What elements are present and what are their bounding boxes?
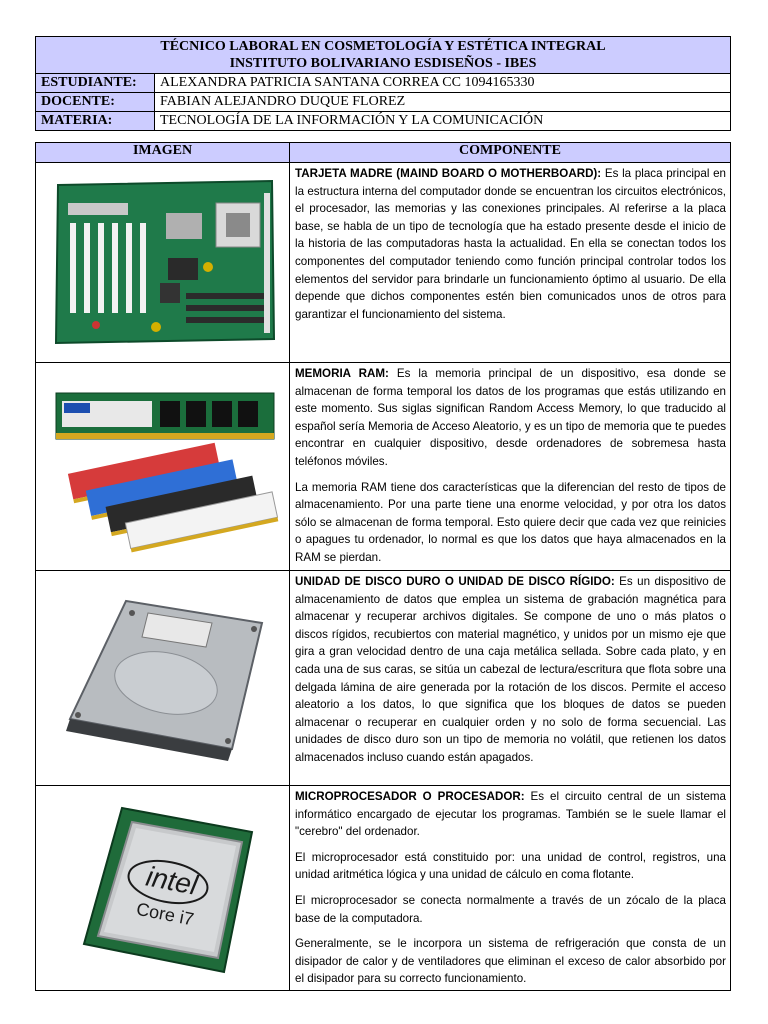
component-text: Generalmente, se le incorpora un sistema de refrigeración que consta de un disipador de calor y de ventiladores que eliminan el exceso de calor absorbido por el disipador para su correcto funcionamiento. xyxy=(295,937,726,986)
component-text: Es un dispositivo de almacenamiento de datos que emplea un sistema de grabación magnética para almacenar y recuperar archivos digitales. Se compone de uno o más platos o discos rígidos, recubiertos con material magnético, y unidos por un mismo eje que gira a gran velocidad dentro de una caja metálica sellada. Sobre cada plato, y en cada una de sus caras, se sitúa un cabezal de lectura/escritura que flota sobre una delgada lámina de aire generada por la rotación de los discos. Permite el acceso aleatorio a los datos, lo que significa que los bloques de datos se pueden almacenar o recuperar en cualquier orden y no solo de forma secuencial. Las unidades de disco duro son un tipo de memoria no volátil, que retienen los datos almacenados incluso cuando están apagados. xyxy=(295,575,726,764)
image-cell xyxy=(36,571,290,786)
core-i7-text: Core i7 xyxy=(134,898,196,930)
title-line-1: TÉCNICO LABORAL EN COSMETOLOGÍA Y ESTÉTICA INTEGRAL xyxy=(160,39,606,54)
component-text: Es la placa principal en la estructura interna del computador donde se encuentran los circuitos electrónicos, el procesador, las memorias y las conexiones principales. Al referirse a la placa base, se habla de un tipo de tecnología que ha estado presente desde el inicio de la historia de las computadoras hasta la actualidad. En ella se conectan todos los componentes del computador teniendo como función principal controlar todos los elementos del servidor para brindarle un funcionamiento óptimo al usuario. De ella depende que dichos componentes estén bien comunicados unos de otros para garantizar el funcionamiento del sistema. xyxy=(295,167,727,321)
column-header-component: COMPONENTE xyxy=(290,143,731,163)
motherboard-image xyxy=(36,163,288,362)
teacher-value: FABIAN ALEJANDRO DUQUE FLOREZ xyxy=(155,93,731,112)
component-description-motherboard xyxy=(290,163,731,363)
subject-label: MATERIA: xyxy=(36,112,155,131)
component-text: El microprocesador se conecta normalmente a través de un zócalo de la placa base de la computadora. xyxy=(295,893,726,925)
ram-modules-image xyxy=(36,363,288,570)
student-value: ALEXANDRA PATRICIA SANTANA CORREA CC 1094165330 xyxy=(155,74,731,93)
component-title: MICROPROCESADOR O PROCESADOR: xyxy=(295,790,525,803)
student-label: ESTUDIANTE: xyxy=(36,74,155,93)
component-text: Es el circuito central de un sistema informático encargado de ejecutar los programas. También se le suele llamar el "cerebro" del ordenador. xyxy=(295,790,726,839)
component-text: Es la memoria principal de un dispositivo, esa donde se almacenan de forma temporal los datos de los programas que estás utilizando en este momento. Sus siglas significan Random Access Memory, lo que traducido al español sería Memoria de Acceso Aleatorio, y es un tipo de memoria que te puedes encontrar en cualquier dispositivo, desde ordenadores de sobremesa hasta teléfonos móviles. xyxy=(295,367,727,468)
table-row-hard-disk xyxy=(36,571,731,786)
image-cell xyxy=(36,363,290,571)
document-title xyxy=(36,37,731,74)
image-cell xyxy=(36,163,290,363)
component-title: TARJETA MADRE (MAIND BOARD O MOTHERBOARD): xyxy=(295,167,602,180)
hard-disk-image xyxy=(36,571,288,785)
component-description-ram xyxy=(290,363,731,571)
component-text: El microprocesador está constituido por: una unidad de control, registros, una unidad aritmética lógica y una unidad de cálculo en coma flotante. xyxy=(295,850,726,882)
component-title: UNIDAD DE DISCO DURO O UNIDAD DE DISCO RÍGIDO: xyxy=(295,575,615,588)
column-header-image: IMAGEN xyxy=(36,143,290,163)
intel-core-i7-processor-image xyxy=(36,786,288,985)
component-description-hard-disk xyxy=(290,571,731,786)
table-row-processor xyxy=(36,786,731,991)
table-row-motherboard xyxy=(36,163,731,363)
intel-logo-text: intel xyxy=(143,860,200,901)
component-title: MEMORIA RAM: xyxy=(295,367,389,380)
header-table xyxy=(35,36,731,131)
table-row-ram xyxy=(36,363,731,571)
title-line-2: INSTITUTO BOLIVARIANO ESDISEÑOS - IBES xyxy=(229,56,537,71)
component-text: La memoria RAM tiene dos características que la diferencian del resto de tipos de almacenamiento. Por una parte tiene una enorme velocidad, y por otra los datos sólo se almacenan de forma temporal. Esto quiere decir que cada vez que reinicies o apagues tu ordenador, lo normal es que los datos que haya almacenados en la RAM se pierdan. xyxy=(295,480,726,564)
subject-value: TECNOLOGÍA DE LA INFORMACIÓN Y LA COMUNICACIÓN xyxy=(155,112,731,131)
image-cell xyxy=(36,786,290,991)
component-description-processor xyxy=(290,786,731,991)
teacher-label: DOCENTE: xyxy=(36,93,155,112)
components-table xyxy=(35,142,731,991)
